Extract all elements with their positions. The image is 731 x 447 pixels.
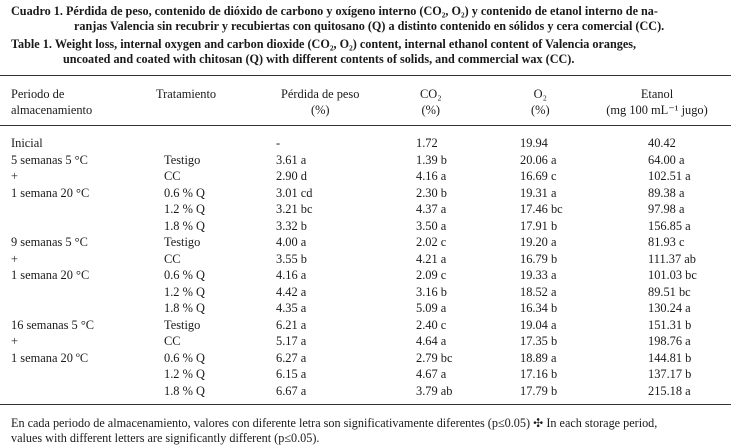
cell-period: 1 semana 20 °C [11, 268, 90, 282]
cell-ethanol: 102.51 a [648, 169, 691, 183]
cell-weight-loss: 3.61 a [276, 152, 307, 167]
cell-o2: 19.20 a [520, 235, 557, 249]
cell-o2: 16.69 c [520, 169, 557, 183]
cell-weight-loss: 4.35 a [276, 301, 307, 315]
cell-ethanol: 198.76 a [648, 334, 691, 348]
cell-treatment: 1.2 % Q [164, 367, 205, 381]
cell-treatment: 1.2 % Q [164, 202, 205, 216]
cell-period: 1 semana 20 ºC [11, 350, 89, 365]
caption-english [11, 37, 726, 67]
cell-o2: 19.31 a [520, 185, 557, 200]
cell-weight-loss: 4.42 a [276, 284, 307, 299]
cell-co2: 1.39 b [416, 152, 447, 167]
header-co2-line2: (%) [421, 103, 441, 117]
cell-ethanol: 89.38 a [648, 185, 685, 200]
header-ethanol [594, 86, 720, 118]
cell-treatment: Testigo [164, 235, 201, 249]
cell-treatment: 1.8 % Q [164, 301, 205, 315]
caption-spanish [11, 4, 726, 34]
cell-period: Inicial [11, 136, 43, 150]
cell-co2: 5.09 a [416, 301, 447, 315]
cell-ethanol: 111.37 ab [648, 251, 696, 266]
cell-weight-loss: - [276, 136, 281, 150]
cell-ethanol: 215.18 a [648, 383, 691, 398]
cell-weight-loss: 4.00 a [276, 235, 307, 249]
cell-o2: 16.34 b [520, 301, 558, 315]
cell-co2: 4.67 a [416, 367, 447, 381]
caption-spanish-line2: ranjas Valencia sin recubrir y recubiertas con quitosano (Q) a distinto contenido en sólidos y cera comercial (CC). [74, 19, 665, 33]
cell-o2: 19.04 a [520, 317, 557, 332]
cell-o2: 17.35 b [520, 334, 558, 348]
caption-english-label: Table 1. [11, 37, 52, 51]
cell-co2: 4.37 a [416, 202, 447, 216]
cell-co2: 3.79 ab [416, 383, 453, 398]
cell-co2: 2.02 c [416, 235, 447, 249]
cell-treatment: 1.8 % Q [164, 383, 205, 398]
cell-weight-loss: 6.27 a [276, 350, 307, 365]
cell-period: + [11, 334, 18, 348]
header-co2 [420, 86, 442, 118]
cell-weight-loss: 2.90 d [276, 169, 307, 183]
cell-treatment: 1.8 % Q [164, 218, 205, 233]
cell-treatment: 1.2 % Q [164, 284, 205, 299]
cell-ethanol: 144.81 b [648, 350, 692, 365]
cell-o2: 16.79 b [520, 251, 558, 266]
header-weight-loss-line1: Pérdida de peso [281, 87, 360, 101]
cell-o2: 20.06 a [520, 152, 557, 167]
cell-weight-loss: 6.21 a [276, 317, 307, 332]
cell-o2: 17.46 bc [520, 202, 563, 216]
cell-ethanol: 97.98 a [648, 202, 685, 216]
cell-treatment: 0.6 % Q [164, 268, 205, 282]
cell-treatment: CC [164, 169, 181, 183]
cell-co2: 4.16 a [416, 169, 447, 183]
cell-weight-loss: 6.67 a [276, 383, 307, 398]
cell-o2: 18.89 a [520, 350, 557, 365]
cell-period: 16 semanas 5 °C [11, 317, 95, 332]
cell-weight-loss: 4.16 a [276, 268, 307, 282]
cell-o2: 18.52 a [520, 284, 557, 299]
cell-period: + [11, 169, 18, 183]
cell-weight-loss: 3.21 bc [276, 202, 313, 216]
header-o2-line1: O₂ [533, 87, 547, 101]
footnote [11, 416, 726, 446]
cell-period: 1 semana 20 °C [11, 185, 90, 200]
cell-treatment: CC [164, 251, 181, 266]
header-weight-loss [281, 86, 359, 118]
footnote-line1: En cada periodo de almacenamiento, valores con diferente letra son significativamente diferentes (p≤0.05) ✣ In each storage period, [11, 416, 658, 430]
cell-ethanol: 81.93 c [648, 235, 685, 249]
cell-treatment: Testigo [164, 152, 201, 167]
cell-period: + [11, 251, 18, 266]
cell-co2: 1.72 [416, 136, 438, 150]
footnote-line2: values with different letters are significantly different (p≤0.05). [11, 431, 320, 445]
cell-treatment: 0.6 % Q [164, 185, 205, 200]
cell-co2: 4.21 a [416, 251, 447, 266]
header-o2 [531, 86, 550, 118]
cell-ethanol: 137.17 b [648, 367, 692, 381]
cell-co2: 3.16 b [416, 284, 447, 299]
cell-co2: 2.09 c [416, 268, 447, 282]
header-rule [0, 125, 731, 126]
header-o2-line2: (%) [531, 103, 550, 117]
caption-english-line1: Weight loss, internal oxygen and carbon dioxide (CO₂, O₂) content, internal ethanol content of Valencia oranges, [54, 37, 637, 51]
cell-ethanol: 151.31 b [648, 317, 692, 332]
cell-co2: 2.40 c [416, 317, 447, 332]
bottom-rule [0, 404, 731, 405]
cell-o2: 17.16 b [520, 367, 558, 381]
header-period-line1: Periodo de [11, 87, 65, 101]
cell-period: 9 semanas 5 °C [11, 235, 88, 249]
cell-treatment: CC [164, 334, 181, 348]
cell-o2: 17.91 b [520, 218, 558, 233]
cell-weight-loss: 3.32 b [276, 218, 307, 233]
caption-english-line2: uncoated and coated with chitosan (Q) with different contents of solids, and commercial wax (CC). [63, 52, 575, 66]
header-treatment: Tratamiento [156, 87, 217, 101]
cell-co2: 2.79 bc [416, 350, 453, 365]
cell-treatment: 0.6 % Q [164, 350, 205, 365]
header-ethanol-line1: Etanol [640, 87, 674, 101]
header-weight-loss-line2: (%) [310, 103, 330, 117]
cell-weight-loss: 3.55 b [276, 251, 307, 266]
cell-ethanol: 40.42 [648, 136, 676, 150]
cell-o2: 19.33 a [520, 268, 557, 282]
cell-period: 5 semanas 5 °C [11, 152, 88, 167]
cell-o2: 19.94 [520, 136, 548, 150]
cell-ethanol: 64.00 a [648, 152, 685, 167]
top-rule [0, 75, 731, 76]
cell-ethanol: 89.51 bc [648, 284, 691, 299]
cell-ethanol: 101.03 bc [648, 268, 697, 282]
cell-co2: 4.64 a [416, 334, 447, 348]
cell-ethanol: 156.85 a [648, 218, 691, 233]
cell-o2: 17.79 b [520, 383, 558, 398]
caption-spanish-line1: Pérdida de peso, contenido de dióxido de carbono y oxígeno interno (CO₂, O₂) y contenido de etanol interno de na- [65, 4, 658, 18]
cell-weight-loss: 5.17 a [276, 334, 307, 348]
header-period [11, 86, 92, 118]
cell-ethanol: 130.24 a [648, 301, 691, 315]
cell-co2: 3.50 a [416, 218, 447, 233]
cell-treatment: Testigo [164, 317, 201, 332]
cell-weight-loss: 6.15 a [276, 367, 307, 381]
header-co2-line1: CO₂ [420, 87, 442, 101]
header-period-line2: almacenamiento [11, 103, 93, 117]
cell-co2: 2.30 b [416, 185, 447, 200]
cell-weight-loss: 3.01 cd [276, 185, 313, 200]
caption-spanish-label: Cuadro 1. [11, 4, 63, 18]
header-ethanol-line2: (mg 100 mL⁻¹ jugo) [606, 103, 708, 117]
